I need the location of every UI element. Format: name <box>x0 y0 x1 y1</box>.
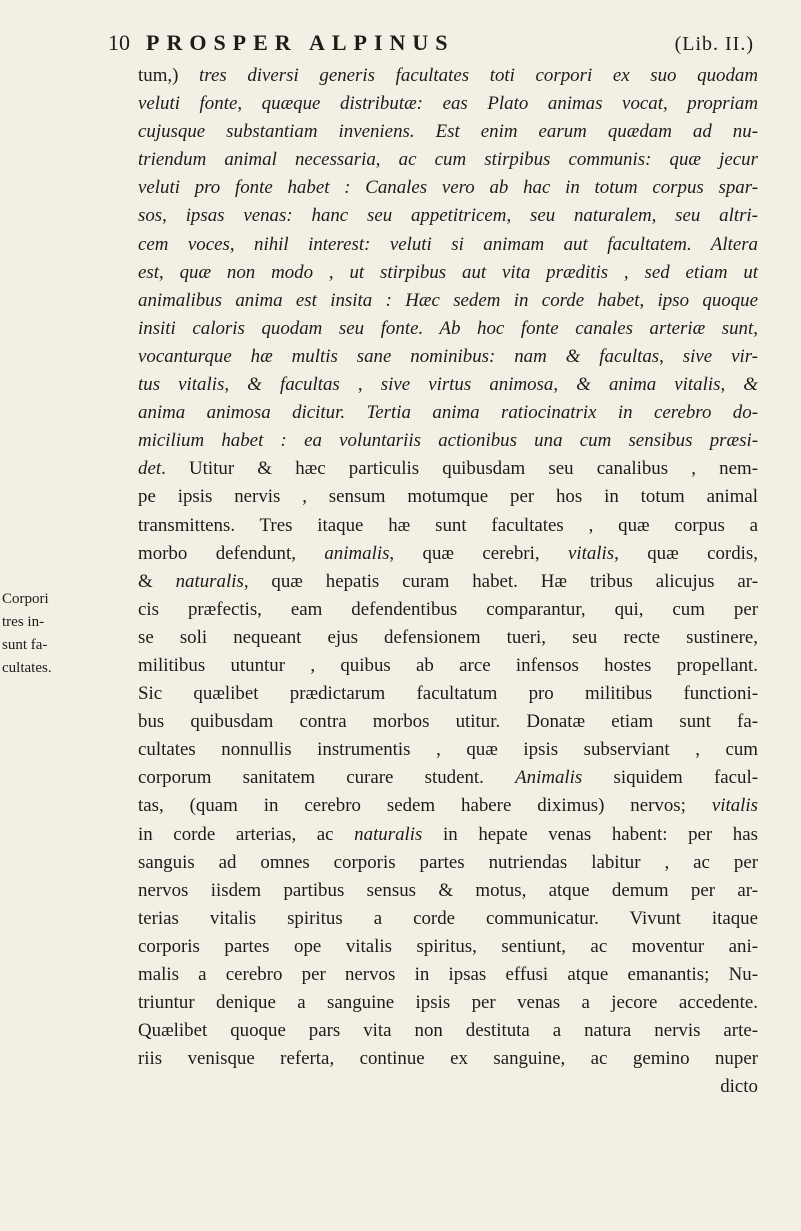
margin-note <box>2 588 84 680</box>
text-line <box>138 231 758 259</box>
italic-text: est <box>138 261 159 283</box>
margin-note-line: sunt fa- <box>2 637 48 653</box>
italic-text: sive virtus animosa <box>380 374 554 396</box>
roman-text: dicto <box>720 1076 758 1098</box>
text-line <box>138 371 758 399</box>
text-line <box>138 483 758 511</box>
italic-text: vitalis <box>567 542 615 564</box>
text-line <box>138 118 758 146</box>
text-line <box>138 961 758 989</box>
roman-text: in corde arterias, ac <box>138 823 355 845</box>
italic-text: ut stirpibus aut vita præditis <box>349 261 609 283</box>
roman-text: cultates nonnullis instrumentis , quæ ipsis subserviant , cum <box>138 739 758 761</box>
roman-text: Sic quælibet prædictarum facultatum pro militibus functioni- <box>138 683 758 705</box>
roman-text: , <box>375 149 399 171</box>
text-line <box>138 455 758 483</box>
italic-text: animalibus anima est insita : Hæc sedem in corde habet <box>138 289 640 311</box>
margin-note-line: tres in- <box>2 614 45 630</box>
roman-text: riis venisque referta, continue ex sanguine, ac gemino nuper <box>138 1048 758 1070</box>
text-line <box>138 174 758 202</box>
margin-note-line: cultates. <box>2 660 52 676</box>
italic-text: quæque distributæ: eas Plato animas vocat <box>261 93 663 115</box>
roman-text: pe ipsis nervis , sensum motumque per hos in totum animal <box>138 486 758 508</box>
text-line <box>138 287 758 315</box>
roman-text: tum,) <box>138 65 200 86</box>
text-line <box>138 596 758 624</box>
italic-text: ac cum stirpibus communis: quæ jecur <box>398 149 758 171</box>
roman-text: & <box>138 570 176 592</box>
italic-text: Animalis <box>515 767 583 789</box>
roman-text: , <box>162 205 186 227</box>
italic-text: tres diversi generis facultates toti corpori ex suo quodam <box>199 65 759 86</box>
roman-text: , <box>659 345 683 367</box>
roman-text: , <box>553 374 577 396</box>
roman-text: in hepate venas habent: per has <box>422 823 758 845</box>
italic-text: vocanturque hæ multis sane nominibus: nam & facultas <box>138 345 660 367</box>
italic-text: & <box>743 374 758 396</box>
text-line <box>138 540 758 568</box>
italic-text: triendum animal necessaria <box>138 149 376 171</box>
roman-text: corporis partes ope vitalis spiritus, sentiunt, ac moventur ani- <box>138 935 758 957</box>
roman-text: , <box>639 289 658 311</box>
roman-text: Quælibet quoque pars vita non destituta a natura nervis arte- <box>138 1020 758 1042</box>
text-line <box>138 427 758 455</box>
italic-text: propriam <box>687 93 758 115</box>
italic-text: tus vitalis <box>138 374 225 396</box>
italic-text: quæ non modo <box>179 261 314 283</box>
roman-text: cis præfectis, eam defendentibus comparantur, qui, cum per <box>138 598 758 620</box>
roman-text: , <box>229 233 255 255</box>
roman-text: , <box>506 205 530 227</box>
roman-text: , <box>339 374 381 396</box>
italic-text: nihil interest: veluti si animam aut facultatem. Altera <box>254 233 758 255</box>
text-line <box>138 146 758 174</box>
italic-text: & facultas <box>247 374 340 396</box>
text-line <box>138 343 758 371</box>
page-number: 10 <box>108 30 130 55</box>
text-line <box>138 989 758 1017</box>
italic-text: veluti pro fonte habet : Canales vero ab hac in totum corpus spar- <box>138 177 758 199</box>
italic-text: & anima vitalis <box>576 374 721 396</box>
text-line <box>138 568 758 596</box>
italic-text: insiti caloris quodam seu fonte. Ab hoc fonte canales arteriæ sunt <box>138 317 754 339</box>
text-line <box>138 202 758 230</box>
roman-text: militibus utuntur , quibus ab arce infensos hostes propellant. <box>138 654 758 676</box>
text-line <box>138 821 758 849</box>
text-line <box>138 652 758 680</box>
italic-text: sed etiam ut <box>644 261 759 283</box>
text-line <box>138 877 758 905</box>
italic-text: sos <box>138 205 163 227</box>
italic-text: cem voces <box>138 233 230 255</box>
italic-text: sive vir- <box>682 345 758 367</box>
italic-text: anima animosa dicitur. Tertia anima ratiocinatrix in cerebro do- <box>138 402 758 424</box>
text-line <box>138 259 758 287</box>
text-line <box>138 905 758 933</box>
roman-text: , <box>753 317 758 339</box>
italic-text: naturalis <box>175 570 244 592</box>
italic-text: veluti fonte <box>138 93 238 115</box>
roman-text: , quæ hepatis curam habet. Hæ tribus alicujus ar- <box>243 570 758 592</box>
roman-text: , <box>651 205 676 227</box>
roman-text: transmittens. Tres itaque hæ sunt facultates , quæ corpus a <box>138 514 758 536</box>
text-line <box>138 62 758 90</box>
text-line <box>138 1073 758 1101</box>
italic-text: vitalis <box>711 795 758 817</box>
italic-text: cujusque substantiam inveniens. Est enim earum quædam ad nu- <box>138 121 758 143</box>
text-line <box>138 1017 758 1045</box>
roman-text: , <box>224 374 248 396</box>
roman-text: , <box>313 261 350 283</box>
italic-text: seu altri- <box>675 205 758 227</box>
roman-text: nervos iisdem partibus sensus & motus, atque demum per ar- <box>138 879 758 901</box>
text-line <box>138 849 758 877</box>
margin-note-line: Corpori <box>2 591 49 607</box>
text-line <box>138 315 758 343</box>
roman-text: terias vitalis spiritus a corde communicatur. Vivunt itaque <box>138 907 758 929</box>
roman-text: morbo defendunt, <box>138 542 325 564</box>
roman-text: , quæ cordis, <box>614 542 758 564</box>
text-line <box>138 933 758 961</box>
roman-text: , <box>608 261 645 283</box>
roman-text: , <box>720 374 744 396</box>
text-line <box>138 680 758 708</box>
roman-text: se soli nequeant ejus defensionem tueri, seu recte sustinere, <box>138 626 758 648</box>
roman-text: , quæ cerebri, <box>389 542 568 564</box>
text-line <box>138 736 758 764</box>
text-line <box>138 792 758 820</box>
text-line <box>138 764 758 792</box>
roman-text: , <box>159 261 180 283</box>
roman-text: sanguis ad omnes corporis partes nutriendas labitur , ac per <box>138 851 758 873</box>
roman-text: , <box>237 93 262 115</box>
italic-text: micilium habet : ea voluntariis actionibus una cum sensibus præsi- <box>138 430 758 452</box>
roman-text: . Utitur & hæc particulis quibusdam seu canalibus , nem- <box>161 458 758 480</box>
body-text <box>138 62 758 1101</box>
italic-text: naturalis <box>354 823 423 845</box>
text-line <box>138 512 758 540</box>
text-line <box>138 708 758 736</box>
text-line <box>138 399 758 427</box>
roman-text: corporum sanitatem curare student. <box>138 767 516 789</box>
text-line <box>138 1045 758 1073</box>
roman-text: malis a cerebro per nervos in ipsas effusi atque emanantis; Nu- <box>138 964 758 985</box>
text-line <box>138 90 758 118</box>
italic-text: ipso quoque <box>657 289 758 311</box>
roman-text: tas, (quam in cerebro sedem habere diximus) nervos; <box>138 795 712 817</box>
roman-text: triuntur denique a sanguine ipsis per venas a jecore accedente. <box>138 992 758 1014</box>
roman-text: siquidem facul- <box>582 767 758 789</box>
roman-text: , <box>662 93 688 115</box>
italic-text: det <box>138 458 162 480</box>
running-title: PROSPER ALPINUS <box>146 30 455 55</box>
book-reference: (Lib. II.) <box>674 33 754 55</box>
text-line <box>138 624 758 652</box>
italic-text: animalis <box>324 542 390 564</box>
italic-text: seu naturalem <box>529 205 652 227</box>
italic-text: ipsas venas: hanc seu appetitricem <box>185 205 507 227</box>
roman-text: bus quibusdam contra morbos utitur. Donatæ etiam sunt fa- <box>138 711 758 733</box>
running-header <box>108 30 754 56</box>
